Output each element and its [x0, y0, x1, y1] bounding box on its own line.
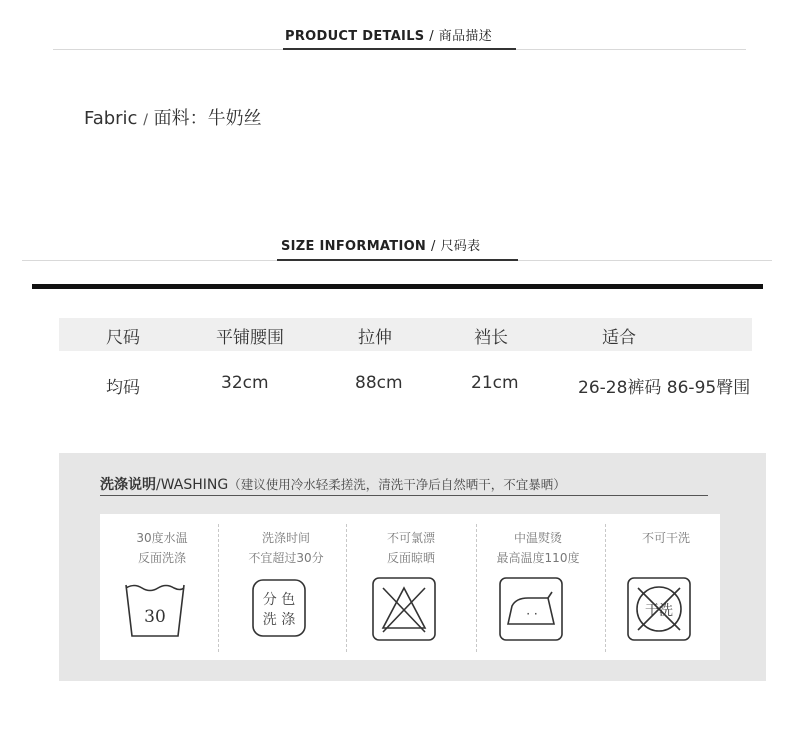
size-cell-rise: 21cm [471, 373, 519, 393]
wash-item-line1: 不可氯漂 [386, 531, 435, 545]
dry-clean-label: 干洗 [645, 603, 673, 619]
size-info-separator: / [430, 239, 436, 254]
table-top-rule [32, 284, 763, 289]
iron-dots-label: · · [526, 607, 538, 621]
wash-30-icon [122, 576, 188, 642]
no-bleach-icon [371, 576, 437, 642]
wash-item-line2: 反面洗涤 [137, 551, 186, 565]
fabric-label: Fabric [84, 108, 138, 129]
wash-item-text [476, 528, 600, 568]
size-cell-size: 均码 [106, 378, 140, 398]
size-table-header [59, 318, 752, 351]
wash-item-temperature [100, 514, 224, 660]
size-header-size: 尺码 [106, 328, 140, 348]
wash-label: 洗 涤 [262, 612, 296, 628]
wash-item-text [349, 528, 473, 568]
product-details-title-cn: 商品描述 [438, 29, 492, 44]
size-info-title-en: SIZE INFORMATION [281, 239, 427, 254]
size-header-waist: 平铺腰围 [216, 328, 284, 348]
wash-item-line1: 洗涤时间 [261, 531, 310, 545]
washing-title-cn: 洗涤说明 [100, 477, 156, 493]
fabric-separator: / [143, 112, 148, 128]
iron-medium-icon [498, 576, 564, 642]
wash-item-text [604, 528, 728, 548]
wash-item-line2: 最高温度110度 [496, 551, 580, 565]
wash-item-ironing [476, 514, 600, 660]
size-header-stretch: 拉伸 [358, 328, 392, 348]
wash-item-dry-clean [604, 514, 728, 660]
size-info-title-cn: 尺码表 [440, 239, 481, 254]
size-cell-stretch: 88cm [355, 373, 403, 393]
fabric-line [84, 104, 262, 130]
wash-item-line1: 中温熨烫 [513, 531, 562, 545]
wash-divider [218, 524, 219, 652]
wash-item-line2: 反面晾晒 [386, 551, 435, 565]
wash-item-text [224, 528, 348, 568]
separate-color-wash-icon [246, 576, 312, 642]
size-info-underline [277, 259, 518, 261]
fabric-text: 面料：牛奶丝 [153, 108, 262, 129]
no-dry-clean-icon [626, 576, 692, 642]
wash-divider [346, 524, 347, 652]
wash-item-line2: 不宜超过30分 [248, 551, 324, 565]
product-details-title [285, 25, 492, 44]
washing-note: （建议使用冷水轻柔搓洗，清洗干净后自然晒干，不宜暴晒） [228, 477, 566, 492]
product-details-title-en: PRODUCT DETAILS [285, 29, 425, 44]
washing-title [100, 474, 566, 494]
washing-card [100, 514, 720, 660]
wash-30-label: 30 [144, 607, 166, 627]
wash-item-bleach [349, 514, 473, 660]
washing-title-en: /WASHING [156, 477, 229, 493]
size-header-fit: 适合 [602, 328, 636, 348]
wash-item-duration [224, 514, 348, 660]
size-info-title [281, 235, 480, 254]
size-header-rise: 裆长 [474, 328, 508, 348]
wash-item-line1: 不可干洗 [641, 531, 690, 545]
size-cell-fit: 26-28裤码 86-95臀围 [578, 378, 751, 398]
separate-color-label: 分 色 [262, 592, 296, 608]
wash-item-line1: 30度水温 [136, 531, 188, 545]
washing-underline [100, 495, 708, 496]
size-cell-waist: 32cm [221, 373, 269, 393]
product-details-underline [283, 48, 516, 50]
product-details-separator: / [429, 29, 434, 44]
wash-item-text [100, 528, 224, 568]
